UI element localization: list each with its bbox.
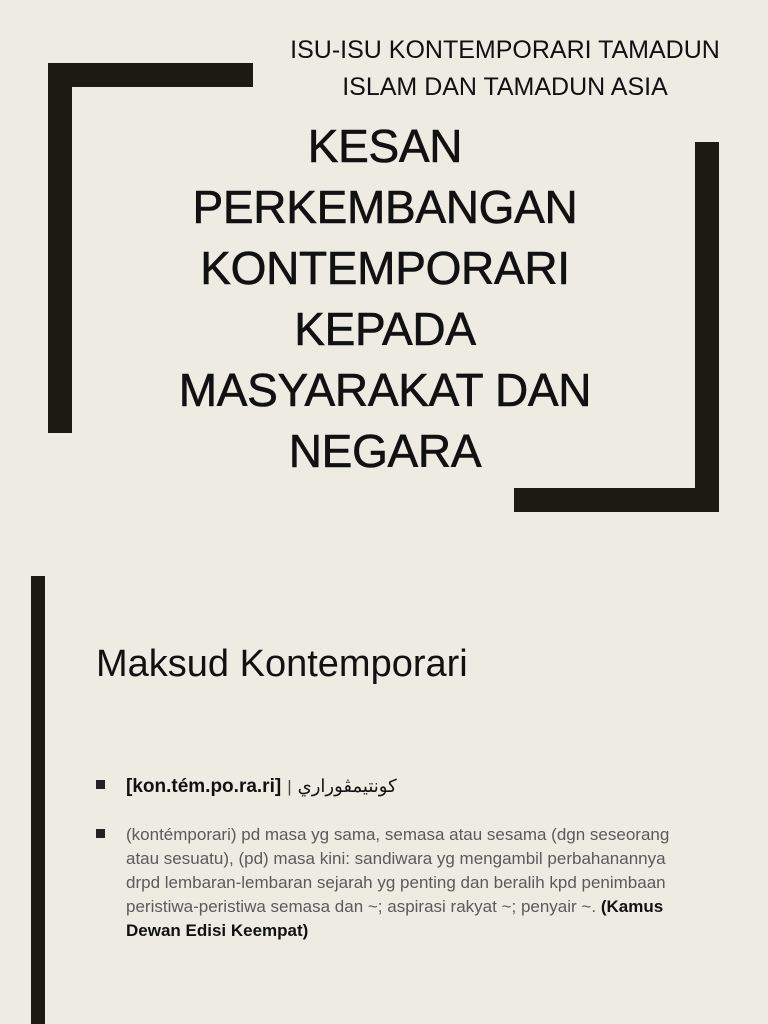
frame-top-left-vertical: [48, 63, 72, 433]
left-accent-bar: [31, 576, 45, 1024]
title-line: MASYARAKAT DAN: [178, 364, 592, 416]
list-item: [96, 823, 696, 943]
title-line: NEGARA: [288, 425, 482, 477]
frame-top-left-horizontal: [48, 63, 253, 87]
list-item: [96, 772, 696, 801]
definition-text: (kontémporari) pd masa yg sama, semasa atau sesama (dgn seseorang atau sesuatu), (pd) masa kini: sandiwara yg mengambil perbahanannya drpd lembaran-lembaran sejarah yg penting dan beralih kpd penimbaan peristiwa-peristiwa semasa dan ~; aspirasi rakyat ~; penyair ~.: [126, 825, 670, 916]
content-slide: [0, 552, 768, 1024]
slide-heading: Maksud Kontemporari: [96, 643, 468, 685]
square-bullet-icon: [96, 829, 105, 838]
title-line: PERKEMBANGAN: [192, 181, 578, 233]
jawi-spelling: کونتيمڤوراري: [297, 776, 397, 796]
frame-bottom-right-horizontal: [514, 488, 719, 512]
square-bullet-icon: [96, 780, 105, 789]
subtitle-line-1: ISU-ISU KONTEMPORARI TAMADUN: [290, 36, 720, 64]
slide-title: [105, 116, 665, 482]
frame-bottom-right-vertical: [695, 142, 719, 512]
separator: |: [287, 777, 292, 796]
pronunciation-term: [kon.tém.po.ra.ri]: [126, 776, 282, 797]
title-line: KEPADA: [294, 303, 476, 355]
title-line: KONTEMPORARI: [200, 242, 570, 294]
slide-subtitle: [250, 32, 760, 106]
subtitle-line-2: ISLAM DAN TAMADUN ASIA: [342, 73, 668, 101]
title-line: KESAN: [307, 120, 463, 172]
dictionary-reference: (Kamus Dewan Edisi Keempat): [126, 897, 664, 940]
bullet-list: [96, 772, 696, 943]
